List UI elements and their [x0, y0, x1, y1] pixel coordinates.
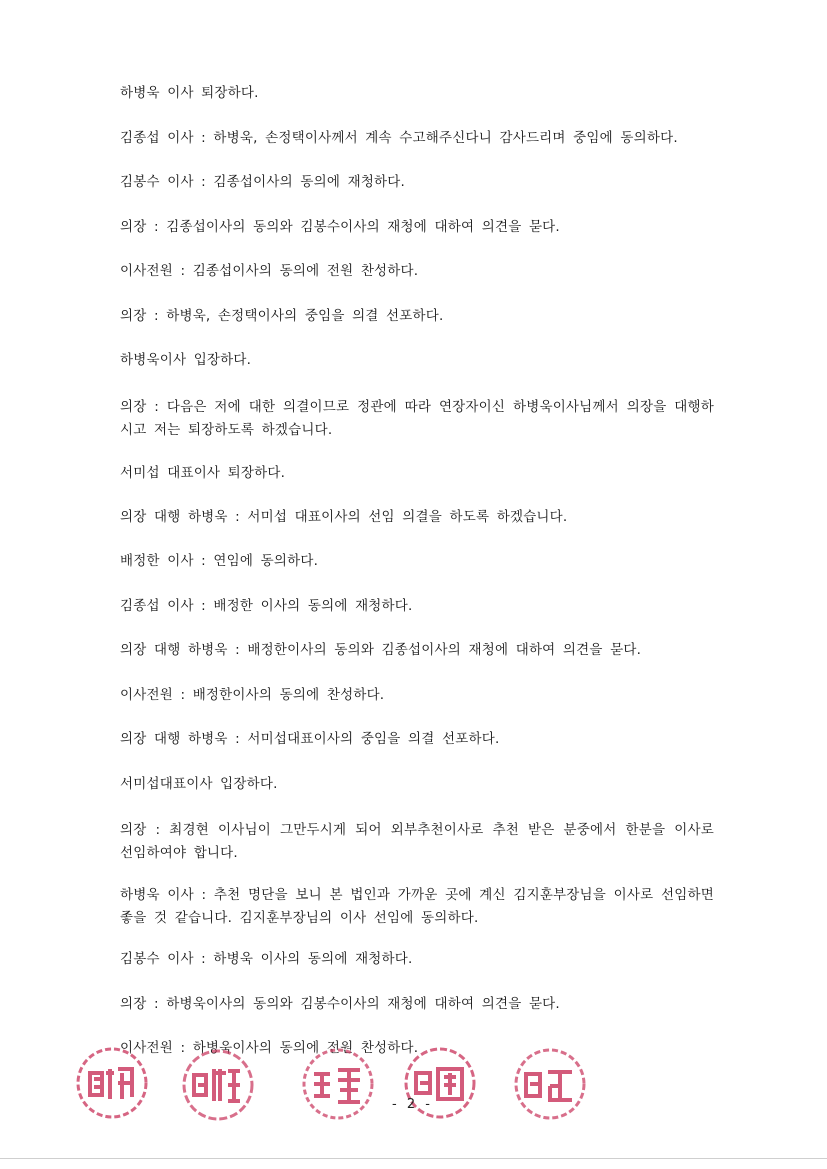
page-number: - 2 - — [392, 1097, 433, 1112]
minutes-paragraph: 김봉수 이사 : 김종섭이사의 동의에 재청하다. — [120, 174, 406, 190]
seal-stamp-icon — [72, 1043, 152, 1123]
minutes-paragraph: 서미섭대표이사 입장하다. — [120, 776, 278, 792]
minutes-paragraph: 의장 : 다음은 저에 대한 의결이므로 정관에 따라 연장자이신 하병욱이사님께서 의장을 대행하시고 저는 퇴장하도록 하겠습니다. — [120, 399, 714, 438]
page-bottom-edge — [0, 1158, 827, 1159]
minutes-paragraph: 하병욱 이사 퇴장하다. — [120, 85, 259, 101]
minutes-paragraph: 서미섭 대표이사 퇴장하다. — [120, 465, 286, 481]
minutes-paragraph: 이사전원 : 하병욱이사의 동의에 전원 찬성하다. — [120, 1040, 419, 1056]
seal-row — [0, 1040, 827, 1150]
minutes-paragraph: 김봉수 이사 : 하병욱 이사의 동의에 재청하다. — [120, 951, 413, 967]
minutes-paragraph: 의장 : 하병욱이사의 동의와 김봉수이사의 재청에 대하여 의견을 묻다. — [120, 996, 560, 1012]
minutes-paragraph: 배정한 이사 : 연임에 동의하다. — [120, 553, 319, 569]
minutes-paragraph: 김종섭 이사 : 하병욱, 손정택이사께서 계속 수고해주신다니 감사드리며 중임에 동의하다. — [120, 130, 678, 146]
minutes-paragraph: 하병욱이사 입장하다. — [120, 352, 252, 368]
minutes-paragraph: 하병욱 이사 : 추천 명단을 보니 본 법인과 가까운 곳에 계신 김지훈부장님을 이사로 선임하면 좋을 것 같습니다. 김지훈부장님의 이사 선임에 동의하다. — [120, 887, 714, 926]
minutes-paragraph: 의장 대행 하병욱 : 배정한이사의 동의와 김종섭이사의 재청에 대하여 의견을 묻다. — [120, 642, 642, 658]
minutes-paragraph: 이사전원 : 김종섭이사의 동의에 전원 찬성하다. — [120, 263, 419, 279]
seal-stamp — [510, 1044, 590, 1124]
seal-stamp-icon — [510, 1044, 590, 1124]
minutes-paragraph: 김종섭 이사 : 배정한 이사의 동의에 재청하다. — [120, 598, 413, 614]
minutes-paragraph: 의장 대행 하병욱 : 서미섭대표이사의 중임을 의결 선포하다. — [120, 731, 500, 747]
minutes-paragraph: 의장 : 최경현 이사님이 그만두시게 되어 외부추천이사로 추천 받은 분중에서 한분을 이사로 선임하여야 합니다. — [120, 822, 714, 861]
minutes-paragraph: 의장 대행 하병욱 : 서미섭 대표이사의 선임 의결을 하도록 하겠습니다. — [120, 509, 568, 525]
seal-stamp-icon — [178, 1045, 258, 1125]
minutes-paragraph: 의장 : 하병욱, 손정택이사의 중임을 의결 선포하다. — [120, 308, 444, 324]
minutes-paragraph: 의장 : 김종섭이사의 동의와 김봉수이사의 재청에 대하여 의견을 묻다. — [120, 219, 560, 235]
seal-stamp-icon — [298, 1044, 378, 1124]
minutes-paragraph: 이사전원 : 배정한이사의 동의에 찬성하다. — [120, 687, 385, 703]
seal-stamp — [298, 1044, 378, 1124]
seal-stamp — [178, 1045, 258, 1125]
seal-stamp — [72, 1043, 152, 1123]
